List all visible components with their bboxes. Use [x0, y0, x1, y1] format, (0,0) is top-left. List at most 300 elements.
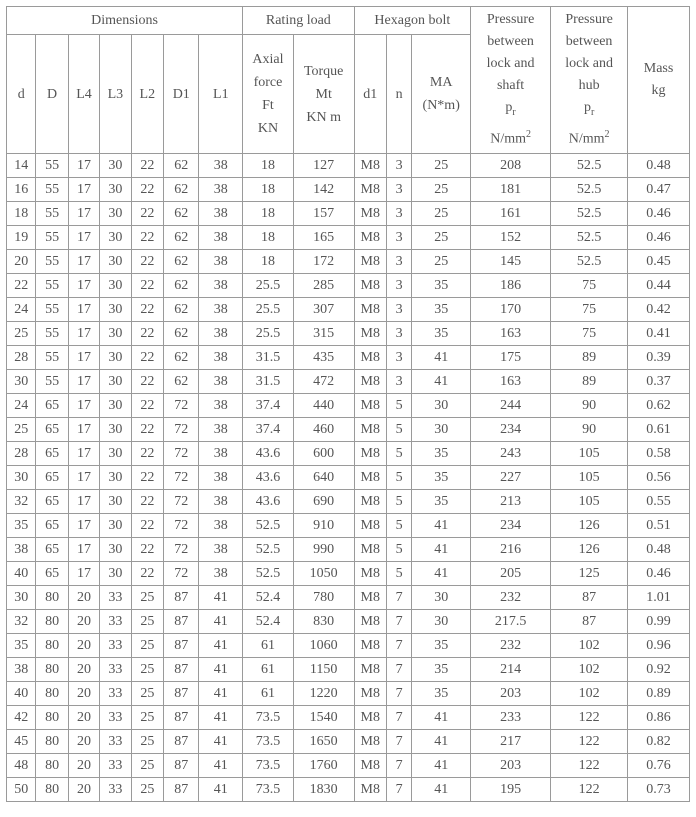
table-cell: 22 — [131, 202, 163, 226]
table-cell: 90 — [551, 394, 628, 418]
table-cell: 0.37 — [628, 370, 690, 394]
table-cell: 30 — [100, 394, 131, 418]
table-cell: 22 — [131, 298, 163, 322]
table-cell: 41 — [412, 538, 471, 562]
table-row — [7, 778, 690, 802]
table-cell: 18 — [243, 154, 294, 178]
table-cell: 43.6 — [243, 490, 294, 514]
table-cell: 20 — [68, 730, 99, 754]
table-cell: 87 — [164, 658, 199, 682]
table-cell: 41 — [412, 514, 471, 538]
table-cell: 161 — [471, 202, 551, 226]
table-cell: 73.5 — [243, 754, 294, 778]
table-cell: 87 — [164, 682, 199, 706]
table-cell: 20 — [68, 586, 99, 610]
table-cell: M8 — [354, 418, 386, 442]
table-cell: 55 — [36, 298, 68, 322]
table-row — [7, 274, 690, 298]
table-cell: 20 — [7, 250, 36, 274]
table-cell: 234 — [471, 514, 551, 538]
table-cell: 18 — [243, 250, 294, 274]
table-cell: 41 — [412, 730, 471, 754]
table-cell: 213 — [471, 490, 551, 514]
table-row — [7, 538, 690, 562]
table-cell: 55 — [36, 250, 68, 274]
table-cell: 35 — [7, 514, 36, 538]
table-cell: 122 — [551, 778, 628, 802]
table-cell: 203 — [471, 754, 551, 778]
table-cell: 0.48 — [628, 538, 690, 562]
table-cell: 17 — [68, 442, 99, 466]
table-cell: 52.4 — [243, 610, 294, 634]
table-cell: 35 — [412, 298, 471, 322]
table-row — [7, 178, 690, 202]
table-cell: 41 — [199, 586, 243, 610]
col-ma: MA (N*m) — [412, 35, 471, 154]
table-row — [7, 658, 690, 682]
table-cell: 52.5 — [243, 562, 294, 586]
table-cell: 87 — [551, 586, 628, 610]
table-cell: M8 — [354, 202, 386, 226]
table-cell: 65 — [36, 538, 68, 562]
table-cell: 80 — [36, 706, 68, 730]
table-cell: 5 — [386, 562, 411, 586]
table-cell: 52.5 — [551, 226, 628, 250]
table-cell: 35 — [7, 634, 36, 658]
table-cell: 233 — [471, 706, 551, 730]
table-cell: 33 — [100, 634, 131, 658]
table-cell: 7 — [386, 730, 411, 754]
table-cell: 80 — [36, 586, 68, 610]
table-row — [7, 610, 690, 634]
table-cell: 122 — [551, 754, 628, 778]
table-cell: 22 — [131, 394, 163, 418]
table-cell: 30 — [100, 466, 131, 490]
table-cell: 22 — [131, 226, 163, 250]
table-cell: 102 — [551, 634, 628, 658]
table-cell: 65 — [36, 562, 68, 586]
table-cell: 87 — [164, 586, 199, 610]
table-cell: 7 — [386, 778, 411, 802]
table-cell: 195 — [471, 778, 551, 802]
table-cell: 38 — [199, 250, 243, 274]
table-cell: 72 — [164, 562, 199, 586]
table-cell: 460 — [293, 418, 354, 442]
table-cell: 17 — [68, 298, 99, 322]
table-cell: 25 — [412, 226, 471, 250]
table-cell: 0.86 — [628, 706, 690, 730]
table-cell: 17 — [68, 202, 99, 226]
table-cell: 42 — [7, 706, 36, 730]
table-cell: 38 — [199, 154, 243, 178]
table-cell: 62 — [164, 274, 199, 298]
table-cell: 5 — [386, 418, 411, 442]
table-cell: 5 — [386, 514, 411, 538]
table-cell: 18 — [243, 178, 294, 202]
table-cell: 22 — [131, 250, 163, 274]
table-cell: 33 — [100, 730, 131, 754]
table-cell: 41 — [199, 754, 243, 778]
table-cell: 126 — [551, 538, 628, 562]
table-cell: 17 — [68, 418, 99, 442]
table-cell: M8 — [354, 442, 386, 466]
table-row — [7, 154, 690, 178]
table-cell: 910 — [293, 514, 354, 538]
table-cell: 30 — [100, 202, 131, 226]
table-cell: 0.42 — [628, 298, 690, 322]
table-cell: 1060 — [293, 634, 354, 658]
table-cell: 33 — [100, 658, 131, 682]
table-cell: 7 — [386, 754, 411, 778]
table-cell: 65 — [36, 442, 68, 466]
table-cell: 41 — [199, 706, 243, 730]
table-cell: 127 — [293, 154, 354, 178]
table-cell: 3 — [386, 346, 411, 370]
table-cell: 45 — [7, 730, 36, 754]
table-cell: 0.39 — [628, 346, 690, 370]
header-group-row — [7, 7, 690, 35]
table-cell: 0.73 — [628, 778, 690, 802]
table-cell: 38 — [199, 178, 243, 202]
table-cell: 17 — [68, 322, 99, 346]
table-row — [7, 250, 690, 274]
table-cell: 208 — [471, 154, 551, 178]
table-cell: 30 — [100, 562, 131, 586]
table-cell: 145 — [471, 250, 551, 274]
spec-table — [6, 6, 690, 802]
table-cell: M8 — [354, 346, 386, 370]
table-cell: 25 — [131, 610, 163, 634]
table-cell: 19 — [7, 226, 36, 250]
table-cell: 18 — [7, 202, 36, 226]
table-cell: 65 — [36, 394, 68, 418]
table-cell: 1760 — [293, 754, 354, 778]
table-cell: 37.4 — [243, 418, 294, 442]
table-row — [7, 322, 690, 346]
table-cell: 16 — [7, 178, 36, 202]
table-cell: 216 — [471, 538, 551, 562]
table-cell: 232 — [471, 586, 551, 610]
table-cell: 30 — [100, 442, 131, 466]
table-cell: 72 — [164, 466, 199, 490]
table-cell: 25 — [131, 706, 163, 730]
table-cell: 25 — [131, 778, 163, 802]
table-cell: 80 — [36, 682, 68, 706]
table-cell: 52.4 — [243, 586, 294, 610]
table-cell: 0.76 — [628, 754, 690, 778]
table-cell: 5 — [386, 442, 411, 466]
table-cell: 30 — [100, 154, 131, 178]
table-cell: 22 — [131, 418, 163, 442]
table-cell: 72 — [164, 394, 199, 418]
table-cell: 61 — [243, 634, 294, 658]
table-cell: 30 — [7, 466, 36, 490]
table-cell: M8 — [354, 226, 386, 250]
table-row — [7, 370, 690, 394]
table-cell: 25 — [412, 154, 471, 178]
table-cell: 38 — [199, 322, 243, 346]
table-cell: M8 — [354, 658, 386, 682]
table-cell: 55 — [36, 178, 68, 202]
table-cell: 38 — [199, 514, 243, 538]
table-cell: 105 — [551, 466, 628, 490]
table-cell: 87 — [164, 634, 199, 658]
table-cell: 30 — [100, 274, 131, 298]
col-L3: L3 — [100, 35, 131, 154]
table-cell: 7 — [386, 682, 411, 706]
table-cell: 105 — [551, 490, 628, 514]
table-cell: 18 — [243, 202, 294, 226]
table-cell: M8 — [354, 682, 386, 706]
table-cell: 1150 — [293, 658, 354, 682]
table-cell: 25 — [131, 658, 163, 682]
table-row — [7, 394, 690, 418]
table-cell: 990 — [293, 538, 354, 562]
table-cell: 90 — [551, 418, 628, 442]
table-cell: 0.48 — [628, 154, 690, 178]
table-cell: 22 — [131, 442, 163, 466]
table-cell: M8 — [354, 610, 386, 634]
table-cell: 52.5 — [551, 154, 628, 178]
table-cell: 3 — [386, 178, 411, 202]
table-cell: 35 — [412, 466, 471, 490]
table-cell: 7 — [386, 706, 411, 730]
table-cell: 31.5 — [243, 346, 294, 370]
table-cell: 203 — [471, 682, 551, 706]
table-cell: 41 — [199, 682, 243, 706]
table-cell: 38 — [199, 346, 243, 370]
table-cell: 80 — [36, 610, 68, 634]
table-cell: 0.96 — [628, 634, 690, 658]
table-cell: 1050 — [293, 562, 354, 586]
table-cell: 5 — [386, 538, 411, 562]
table-row — [7, 202, 690, 226]
table-cell: 22 — [131, 562, 163, 586]
table-cell: 89 — [551, 370, 628, 394]
table-cell: 25 — [131, 730, 163, 754]
table-cell: 41 — [412, 346, 471, 370]
table-cell: 30 — [100, 298, 131, 322]
table-cell: 35 — [412, 490, 471, 514]
table-cell: 35 — [412, 322, 471, 346]
table-cell: 41 — [199, 730, 243, 754]
table-row — [7, 586, 690, 610]
group-rating-load: Rating load — [243, 7, 354, 35]
table-cell: 75 — [551, 298, 628, 322]
table-cell: 38 — [199, 466, 243, 490]
table-cell: 62 — [164, 322, 199, 346]
table-cell: 17 — [68, 514, 99, 538]
table-cell: 30 — [100, 226, 131, 250]
table-cell: 72 — [164, 538, 199, 562]
table-cell: 14 — [7, 154, 36, 178]
table-cell: 0.46 — [628, 226, 690, 250]
table-cell: 38 — [199, 298, 243, 322]
table-cell: M8 — [354, 322, 386, 346]
table-cell: 25 — [131, 634, 163, 658]
table-cell: 72 — [164, 514, 199, 538]
table-row — [7, 706, 690, 730]
table-cell: 22 — [131, 370, 163, 394]
table-cell: 55 — [36, 322, 68, 346]
table-cell: 52.5 — [243, 538, 294, 562]
group-dimensions: Dimensions — [7, 7, 243, 35]
table-cell: 41 — [199, 778, 243, 802]
table-cell: 80 — [36, 634, 68, 658]
table-cell: 38 — [199, 394, 243, 418]
table-cell: 440 — [293, 394, 354, 418]
table-cell: 22 — [131, 154, 163, 178]
table-cell: 30 — [100, 370, 131, 394]
table-cell: 244 — [471, 394, 551, 418]
table-cell: 30 — [412, 610, 471, 634]
table-cell: 105 — [551, 442, 628, 466]
table-cell: M8 — [354, 274, 386, 298]
table-cell: 87 — [164, 706, 199, 730]
table-cell: 35 — [412, 658, 471, 682]
table-cell: 52.5 — [551, 202, 628, 226]
table-cell: 41 — [412, 754, 471, 778]
table-cell: 25.5 — [243, 322, 294, 346]
table-cell: 65 — [36, 490, 68, 514]
col-n: n — [386, 35, 411, 154]
table-cell: 1.01 — [628, 586, 690, 610]
group-hexagon-bolt: Hexagon bolt — [354, 7, 471, 35]
table-row — [7, 466, 690, 490]
table-cell: 17 — [68, 370, 99, 394]
table-row — [7, 226, 690, 250]
table-cell: 40 — [7, 682, 36, 706]
table-cell: M8 — [354, 298, 386, 322]
table-cell: 41 — [412, 778, 471, 802]
table-cell: 17 — [68, 226, 99, 250]
table-cell: 30 — [412, 394, 471, 418]
table-cell: 7 — [386, 634, 411, 658]
table-cell: 157 — [293, 202, 354, 226]
table-cell: 217.5 — [471, 610, 551, 634]
table-cell: 232 — [471, 634, 551, 658]
table-cell: 181 — [471, 178, 551, 202]
table-cell: 307 — [293, 298, 354, 322]
table-cell: 0.92 — [628, 658, 690, 682]
table-cell: 0.47 — [628, 178, 690, 202]
table-cell: 30 — [7, 370, 36, 394]
table-cell: M8 — [354, 250, 386, 274]
table-cell: 73.5 — [243, 706, 294, 730]
table-cell: 41 — [199, 610, 243, 634]
table-cell: 87 — [164, 730, 199, 754]
table-cell: 41 — [412, 562, 471, 586]
col-D: D — [36, 35, 68, 154]
table-cell: 62 — [164, 298, 199, 322]
table-cell: 25 — [7, 322, 36, 346]
table-cell: 163 — [471, 322, 551, 346]
table-cell: M8 — [354, 634, 386, 658]
table-cell: 165 — [293, 226, 354, 250]
table-cell: 48 — [7, 754, 36, 778]
table-cell: 25 — [412, 178, 471, 202]
table-cell: 30 — [100, 322, 131, 346]
table-cell: 38 — [7, 538, 36, 562]
table-cell: 20 — [68, 754, 99, 778]
table-cell: 0.44 — [628, 274, 690, 298]
table-cell: 30 — [7, 586, 36, 610]
table-cell: 20 — [68, 706, 99, 730]
table-cell: 25 — [131, 682, 163, 706]
table-cell: 28 — [7, 442, 36, 466]
table-cell: 0.82 — [628, 730, 690, 754]
table-cell: 72 — [164, 490, 199, 514]
table-cell: 163 — [471, 370, 551, 394]
table-cell: 126 — [551, 514, 628, 538]
table-cell: 38 — [199, 274, 243, 298]
col-D1: D1 — [164, 35, 199, 154]
table-cell: 214 — [471, 658, 551, 682]
table-cell: 315 — [293, 322, 354, 346]
table-cell: 80 — [36, 658, 68, 682]
table-cell: M8 — [354, 778, 386, 802]
table-cell: 38 — [199, 538, 243, 562]
header-pressure-shaft: Pressure between lock and shaft $p_r$ $N/mm^2$ — [471, 7, 551, 154]
table-cell: M8 — [354, 754, 386, 778]
table-cell: M8 — [354, 730, 386, 754]
table-cell: 102 — [551, 682, 628, 706]
table-cell: 38 — [7, 658, 36, 682]
table-cell: 17 — [68, 178, 99, 202]
table-cell: 0.99 — [628, 610, 690, 634]
table-cell: 0.58 — [628, 442, 690, 466]
table-cell: 122 — [551, 730, 628, 754]
col-L1: L1 — [199, 35, 243, 154]
table-cell: 18 — [243, 226, 294, 250]
table-cell: 50 — [7, 778, 36, 802]
table-cell: 7 — [386, 610, 411, 634]
col-torque: Torque Mt KN m — [293, 35, 354, 154]
table-cell: 25 — [412, 250, 471, 274]
table-cell: M8 — [354, 178, 386, 202]
table-cell: 152 — [471, 226, 551, 250]
table-cell: 0.61 — [628, 418, 690, 442]
table-cell: 20 — [68, 634, 99, 658]
table-cell: 25 — [131, 754, 163, 778]
table-row — [7, 298, 690, 322]
table-cell: 25 — [131, 586, 163, 610]
col-L4: L4 — [68, 35, 99, 154]
table-cell: 30 — [100, 418, 131, 442]
table-cell: M8 — [354, 154, 386, 178]
table-cell: 62 — [164, 154, 199, 178]
table-cell: 62 — [164, 226, 199, 250]
table-cell: 175 — [471, 346, 551, 370]
table-cell: 35 — [412, 274, 471, 298]
table-cell: 38 — [199, 562, 243, 586]
table-cell: 1650 — [293, 730, 354, 754]
table-cell: 25.5 — [243, 298, 294, 322]
table-cell: 62 — [164, 250, 199, 274]
table-cell: 0.45 — [628, 250, 690, 274]
table-cell: 73.5 — [243, 778, 294, 802]
table-cell: 25 — [412, 202, 471, 226]
table-cell: 30 — [100, 514, 131, 538]
table-cell: 73.5 — [243, 730, 294, 754]
table-cell: 20 — [68, 610, 99, 634]
table-cell: 37.4 — [243, 394, 294, 418]
table-cell: 3 — [386, 154, 411, 178]
table-row — [7, 634, 690, 658]
table-row — [7, 682, 690, 706]
table-cell: 17 — [68, 154, 99, 178]
table-cell: 3 — [386, 226, 411, 250]
